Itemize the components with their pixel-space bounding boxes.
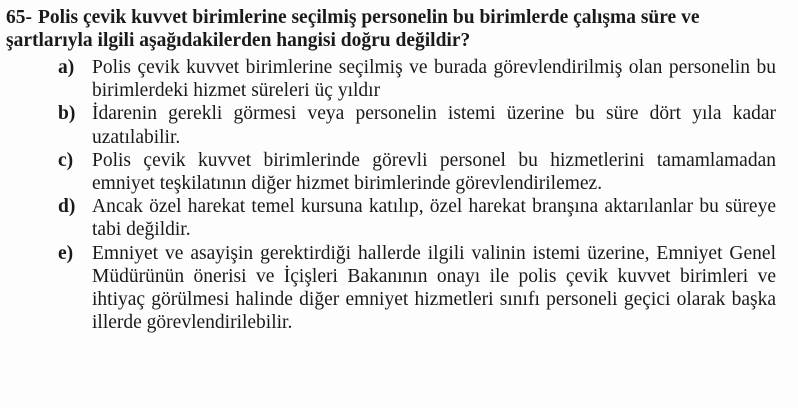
option-text: Polis çevik kuvvet birimlerine seçilmiş ve burada görevlendirilmiş olan personelin bu birimlerdeki hizmet süreleri üç yıldır [92, 57, 776, 102]
option-a[interactable] [0, 56, 798, 102]
question-stem [6, 6, 786, 52]
option-b[interactable] [0, 102, 798, 148]
option-letter: c) [58, 149, 74, 171]
option-letter: b) [58, 103, 76, 125]
option-letter: e) [58, 242, 74, 264]
option-letter: d) [58, 196, 76, 218]
option-text: Emniyet ve asayişin gerektirdiği hallerde ilgili valinin istemi üzerine, Emniyet Genel Müdürünün önerisi ve İçişleri Bakanının onayı ile polis çevik kuvvet birimleri ve ihtiyaç görülmesi halinde diğer emniyet hizmetleri sınıfı personeli geçici olarak başka illerde görevlendirilebilir. [92, 242, 776, 334]
option-text: Ancak özel harekat temel kursuna katılıp, özel harekat branşına aktarılanlar bu süreye tabi değildir. [92, 196, 776, 241]
answer-options [0, 56, 798, 334]
option-d[interactable] [0, 195, 798, 241]
option-letter: a) [58, 57, 75, 78]
option-e[interactable] [0, 242, 798, 335]
option-c[interactable] [0, 149, 798, 195]
option-text: Polis çevik kuvvet birimlerinde görevli personel bu hizmetlerini tamamlamadan emniyet teşkilatının diğer hizmet birimlerinde görevlendirilemez. [92, 149, 776, 195]
question-number: 65- [6, 7, 32, 28]
option-text: İdarenin gerekli görmesi veya personelin istemi üzerine bu süre dört yıla kadar uzatılabilir. [92, 103, 776, 148]
question-text: Polis çevik kuvvet birimlerine seçilmiş personelin bu birimlerde çalışma süre ve şartlarıyla ilgili aşağıdakilerden hangisi doğru değildir? [6, 7, 700, 51]
